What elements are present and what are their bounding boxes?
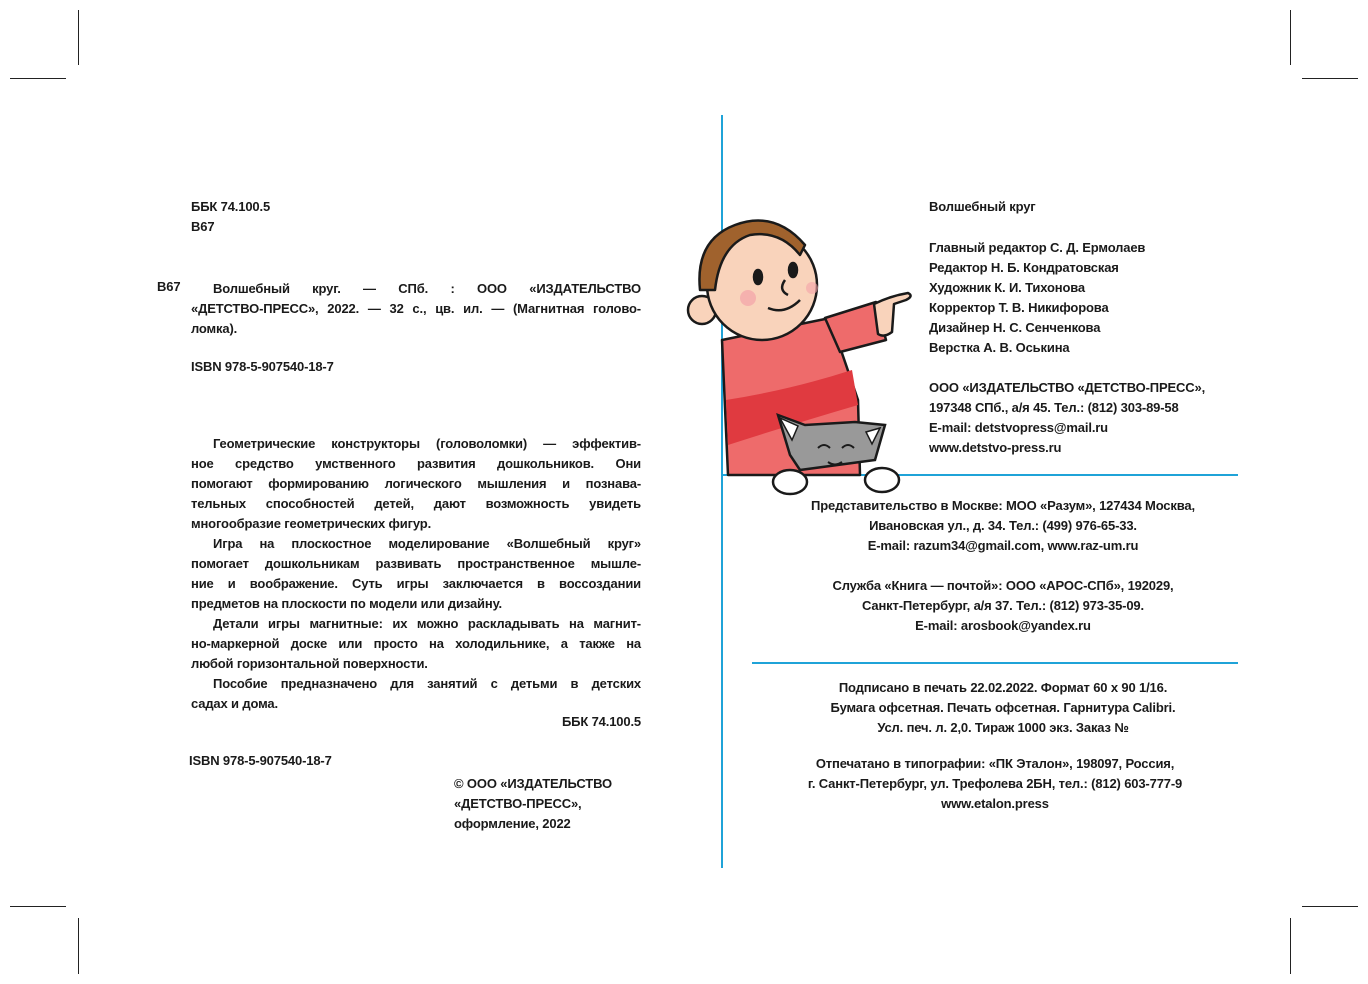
text-line: тельных способностей детей, дают возможность увидеть [191,496,641,511]
text-line: Ивановская ул., д. 34. Тел.: (499) 976-65-33. [869,518,1137,533]
text-line: Корректор Т. В. Никифорова [929,300,1109,315]
copyright [454,774,612,834]
text-line: но-маркерной доске или просто на холодильнике, а также на [191,636,641,651]
mail-order-service [753,576,1253,636]
printer-info [745,754,1245,814]
text-line: «ДЕТСТВО-ПРЕСС», 2022. — 32 с., цв. ил. — (Магнитная голово- [191,301,641,316]
text-line: ное средство умственного развития дошкольников. Они [191,456,641,471]
text-line: Художник К. И. Тихонова [929,280,1086,295]
cat-paw [773,470,807,494]
crop-mark [1290,918,1291,974]
boy-and-cat-illustration [680,200,920,500]
text-line: Детали игры магнитные: их можно раскладывать на магнит- [213,616,641,631]
text-line: Отпечатано в типографии: «ПК Эталон», 198097, Россия, [815,756,1175,771]
text-line: «ДЕТСТВО-ПРЕСС», [454,796,582,811]
crop-mark [1290,10,1291,65]
text-line: Усл. печ. л. 2,0. Тираж 1000 экз. Заказ № [877,720,1129,735]
text-line: любой горизонтальной поверхности. [191,656,428,671]
text-line: Геометрические конструкторы (головоломки) — эффектив- [213,436,641,451]
eye [754,270,762,284]
text-line: помогают формированию логического мышления и познава- [191,476,641,491]
text-line: E-mail: arosbook@yandex.ru [915,618,1091,633]
author-mark: В67 [191,219,215,234]
pointing-hand [874,293,911,336]
paragraph [191,434,641,534]
text-line: г. Санкт-Петербург, ул. Трефолева 2БН, тел.: (812) 603-777-9 [807,776,1183,791]
text-line: Санкт-Петербург, а/я 37. Тел.: (812) 973-35-09. [862,598,1144,613]
print-details [753,678,1253,738]
bbk-code: ББК 74.100.5 [191,199,271,214]
publisher-info [929,378,1205,458]
crop-mark [1302,906,1358,907]
cat-paw [865,468,899,492]
entry-code: В67 [157,279,181,294]
paragraph [191,614,641,674]
crop-mark [78,10,79,65]
text-line: предметов на плоскости по модели или дизайну. [191,596,503,611]
text-line: ООО «ИЗДАТЕЛЬСТВО «ДЕТСТВО-ПРЕСС», [929,380,1206,395]
crop-mark [10,78,66,79]
text-line: ние и воображение. Суть игры заключается в воссоздании [191,576,641,591]
text-line: E-mail: detstvopress@mail.ru [929,420,1108,435]
text-line: Игра на плоскостное моделирование «Волшебный круг» [213,536,641,551]
book-title: Волшебный круг [929,199,1036,214]
text-line: Главный редактор С. Д. Ермолаев [929,240,1146,255]
bbk-code-bottom: ББК 74.100.5 [561,714,641,729]
text-line: помогает дошкольникам развивать пространственное мышле- [191,556,641,571]
text-line: © ООО «ИЗДАТЕЛЬСТВО [454,776,612,791]
cat [773,415,899,494]
isbn-bottom: ISBN 978-5-907540-18-7 [189,753,332,768]
text-line: Представительство в Москве: МОО «Разум», 127434 Москва, [811,498,1195,513]
paragraph [191,674,641,714]
bibliographic-entry [191,279,641,339]
text-line: ломка). [191,321,238,336]
eye [789,263,797,277]
crop-mark [10,906,66,907]
text-line: Служба «Книга — почтой»: ООО «АРОС-СПб», 192029, [832,578,1174,593]
text-line: E-mail: razum34@gmail.com, www.raz-um.ru [867,538,1139,553]
crop-mark [78,918,79,974]
text-line: оформление, 2022 [454,816,571,831]
text-line: Волшебный круг. — СПб. : ООО «ИЗДАТЕЛЬСТВО [213,281,641,296]
text-line: садах и дома. [191,696,278,711]
abstract [191,434,641,714]
text-line: www.etalon.press [941,796,1049,811]
text-line: Подписано в печать 22.02.2022. Формат 60 x 90 1/16. [838,680,1168,695]
isbn: ISBN 978-5-907540-18-7 [191,359,334,374]
text-line: многообразие геометрических фигур. [191,516,432,531]
text-line: Пособие предназначено для занятий с детьми в детских [213,676,641,691]
text-line: Бумага офсетная. Печать офсетная. Гарнитура Calibri. [830,700,1176,715]
paragraph [191,534,641,614]
crop-mark [1302,78,1358,79]
staff-credits [929,238,1145,358]
text-line: Верстка А. В. Оськина [929,340,1070,355]
moscow-office [753,496,1253,556]
text-line: www.detstvo-press.ru [929,440,1062,455]
text-line: Дизайнер Н. С. Сенченкова [929,320,1101,335]
horizontal-rule [752,662,1238,664]
text-line: 197348 СПб., а/я 45. Тел.: (812) 303-89-58 [929,400,1179,415]
text-line: Редактор Н. Б. Кондратовская [929,260,1119,275]
